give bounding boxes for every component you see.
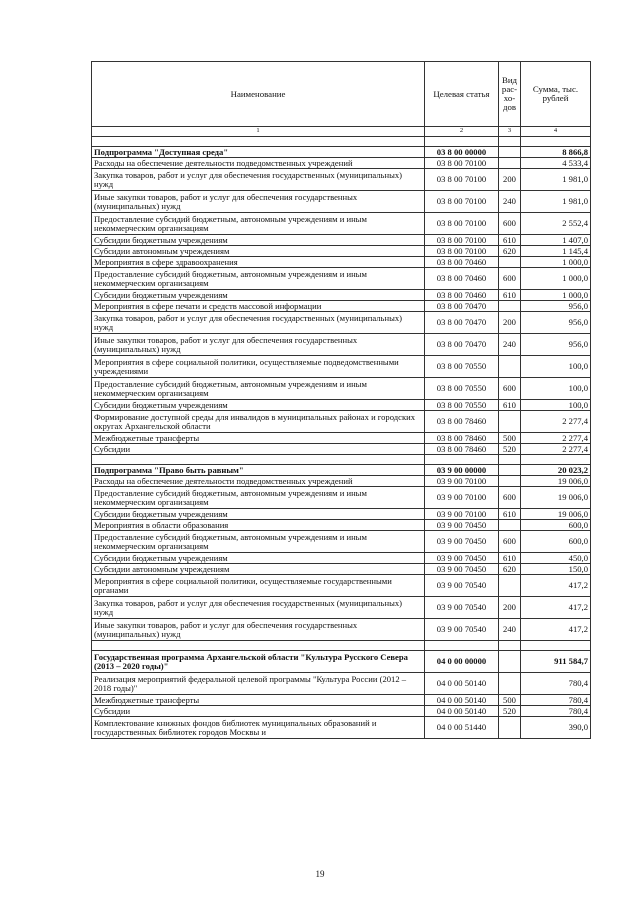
header-code: Целевая статья [425,62,499,127]
row-name: Комплектование книжных фондов библиотек муниципальных образований и государственных библиотек городов Москвы и [92,717,425,739]
empty-cell [92,137,425,147]
row-kind: 200 [499,597,521,619]
row-kind: 520 [499,706,521,717]
row-name: Расходы на обеспечение деятельности подведомственных учреждений [92,158,425,169]
table-row [92,301,591,312]
row-sum: 390,0 [521,717,591,739]
row-sum: 100,0 [521,356,591,378]
row-kind: 500 [499,433,521,444]
row-kind: 240 [499,619,521,641]
section-total-row [92,465,591,476]
row-code: 03 8 00 70460 [425,257,499,268]
empty-cell [521,641,591,651]
row-sum: 417,2 [521,575,591,597]
row-name: Закупка товаров, работ и услуг для обеспечения государственных (муниципальных) нужд [92,597,425,619]
row-code: 03 8 00 78460 [425,444,499,455]
table-row [92,246,591,257]
row-name: Расходы на обеспечение деятельности подведомственных учреждений [92,476,425,487]
row-name: Мероприятия в сфере социальной политики, осуществляемые подведомственными учреждениями [92,356,425,378]
row-name: Предоставление субсидий бюджетным, автономным учреждениям и иным некоммерческим организациям [92,487,425,509]
empty-cell [499,641,521,651]
row-code: 03 9 00 70540 [425,597,499,619]
row-sum: 100,0 [521,400,591,411]
section-total-row [92,147,591,158]
row-sum: 2 277,4 [521,411,591,433]
row-sum: 1 981,0 [521,191,591,213]
row-sum: 1 145,4 [521,246,591,257]
row-kind: 610 [499,290,521,301]
row-kind: 600 [499,487,521,509]
row-sum: 1 000,0 [521,257,591,268]
column-number: 1 [92,127,425,137]
row-kind: 610 [499,400,521,411]
row-sum: 417,2 [521,619,591,641]
table-row [92,564,591,575]
table-row [92,531,591,553]
table-row [92,706,591,717]
row-name: Мероприятия в сфере здравоохранения [92,257,425,268]
table-row [92,169,591,191]
row-name: Формирование доступной среды для инвалидов в муниципальных районах и городских округах Архангельской области [92,411,425,433]
table-row [92,411,591,433]
row-name: Подпрограмма "Доступная среда" [92,147,425,158]
row-name: Межбюджетные трансферты [92,433,425,444]
row-code: 03 9 00 70100 [425,476,499,487]
table-row [92,597,591,619]
row-sum: 2 552,4 [521,213,591,235]
row-name: Субсидии автономным учреждениям [92,246,425,257]
row-name: Субсидии бюджетным учреждениям [92,553,425,564]
page-number: 19 [315,869,325,879]
table-row [92,509,591,520]
row-code: 03 8 00 70100 [425,246,499,257]
row-name: Субсидии бюджетным учреждениям [92,509,425,520]
row-name: Иные закупки товаров, работ и услуг для обеспечения государственных (муниципальных) нужд [92,191,425,213]
row-name: Подпрограмма "Право быть равным" [92,465,425,476]
row-sum: 1 981,0 [521,169,591,191]
row-code: 03 9 00 70100 [425,509,499,520]
row-name: Субсидии [92,444,425,455]
row-code: 03 8 00 70100 [425,235,499,246]
row-code: 04 0 00 50140 [425,673,499,695]
row-code: 03 8 00 00000 [425,147,499,158]
row-name: Иные закупки товаров, работ и услуг для обеспечения государственных (муниципальных) нужд [92,619,425,641]
row-kind [499,575,521,597]
spacer-row [92,455,591,465]
table-row [92,290,591,301]
table-row [92,268,591,290]
row-kind: 620 [499,246,521,257]
row-code: 03 8 00 70100 [425,191,499,213]
row-kind: 240 [499,191,521,213]
row-kind: 600 [499,213,521,235]
table-row [92,356,591,378]
row-sum: 19 006,0 [521,509,591,520]
row-sum: 1 000,0 [521,268,591,290]
row-name: Субсидии [92,706,425,717]
spacer-row [92,641,591,651]
row-kind: 610 [499,553,521,564]
row-sum: 100,0 [521,378,591,400]
row-sum: 780,4 [521,706,591,717]
row-code: 03 9 00 70450 [425,520,499,531]
row-sum: 956,0 [521,301,591,312]
row-sum: 2 277,4 [521,444,591,455]
row-code: 03 8 00 70460 [425,268,499,290]
row-kind: 200 [499,312,521,334]
row-code: 03 8 00 70470 [425,312,499,334]
row-code: 03 9 00 70450 [425,564,499,575]
row-name: Субсидии автономным учреждениям [92,564,425,575]
table-row [92,235,591,246]
column-number-row [92,127,591,137]
row-name: Закупка товаров, работ и услуг для обеспечения государственных (муниципальных) нужд [92,169,425,191]
table-row [92,213,591,235]
row-kind: 240 [499,334,521,356]
row-sum: 19 006,0 [521,476,591,487]
row-code: 03 9 00 70540 [425,619,499,641]
header-name: Наименование [92,62,425,127]
table-body [92,137,591,739]
row-sum: 450,0 [521,553,591,564]
row-name: Межбюджетные трансферты [92,695,425,706]
empty-cell [499,137,521,147]
row-sum: 780,4 [521,695,591,706]
column-number: 4 [521,127,591,137]
row-code: 03 9 00 70540 [425,575,499,597]
empty-cell [425,455,499,465]
row-kind [499,356,521,378]
empty-cell [425,137,499,147]
empty-cell [92,641,425,651]
empty-cell [521,137,591,147]
row-sum: 8 866,8 [521,147,591,158]
row-name: Предоставление субсидий бюджетным, автономным учреждениям и иным некоммерческим организациям [92,378,425,400]
row-name: Субсидии бюджетным учреждениям [92,400,425,411]
row-kind: 200 [499,169,521,191]
table-row [92,619,591,641]
row-sum: 4 533,4 [521,158,591,169]
row-kind [499,147,521,158]
table-row [92,487,591,509]
row-kind: 520 [499,444,521,455]
row-code: 03 8 00 70470 [425,334,499,356]
row-sum: 19 006,0 [521,487,591,509]
row-code: 03 9 00 70100 [425,487,499,509]
spacer-row [92,137,591,147]
table-row [92,520,591,531]
row-name: Предоставление субсидий бюджетным, автономным учреждениям и иным некоммерческим организациям [92,213,425,235]
table-row [92,378,591,400]
row-sum: 600,0 [521,531,591,553]
table-row [92,312,591,334]
row-name: Реализация мероприятий федеральной целевой программы "Культура России (2012 – 2018 годы)" [92,673,425,695]
section-total-row [92,651,591,673]
row-name: Субсидии бюджетным учреждениям [92,290,425,301]
table-row [92,717,591,739]
row-kind [499,520,521,531]
row-code: 03 8 00 78460 [425,411,499,433]
row-name: Государственная программа Архангельской области "Культура Русского Севера (2013 – 2020 годы)" [92,651,425,673]
row-kind: 610 [499,509,521,520]
row-code: 03 8 00 70100 [425,213,499,235]
row-kind [499,717,521,739]
row-code: 03 8 00 78460 [425,433,499,444]
column-number: 2 [425,127,499,137]
row-code: 03 8 00 70550 [425,356,499,378]
row-code: 04 0 00 50140 [425,695,499,706]
column-number: 3 [499,127,521,137]
row-name: Субсидии бюджетным учреждениям [92,235,425,246]
table-header-row [92,62,591,127]
table-row [92,191,591,213]
row-kind: 600 [499,531,521,553]
table-row [92,476,591,487]
row-kind [499,651,521,673]
row-sum: 2 277,4 [521,433,591,444]
table-row [92,158,591,169]
row-code: 04 0 00 50140 [425,706,499,717]
row-sum: 956,0 [521,334,591,356]
row-sum: 780,4 [521,673,591,695]
row-kind [499,465,521,476]
row-code: 03 8 00 70100 [425,169,499,191]
row-sum: 1 000,0 [521,290,591,301]
row-kind: 500 [499,695,521,706]
row-kind: 600 [499,378,521,400]
table-row [92,553,591,564]
row-sum: 150,0 [521,564,591,575]
row-code: 03 9 00 00000 [425,465,499,476]
row-name: Мероприятия в сфере печати и средств массовой информации [92,301,425,312]
table-row [92,695,591,706]
row-kind [499,301,521,312]
row-kind: 620 [499,564,521,575]
row-name: Мероприятия в области образования [92,520,425,531]
row-name: Предоставление субсидий бюджетным, автономным учреждениям и иным некоммерческим организациям [92,531,425,553]
row-name: Закупка товаров, работ и услуг для обеспечения государственных (муниципальных) нужд [92,312,425,334]
table-row [92,433,591,444]
row-kind [499,411,521,433]
table-row [92,575,591,597]
row-name: Предоставление субсидий бюджетным, автономным учреждениям и иным некоммерческим организациям [92,268,425,290]
row-kind [499,673,521,695]
row-sum: 956,0 [521,312,591,334]
row-name: Мероприятия в сфере социальной политики, осуществляемые государственными органами [92,575,425,597]
table-row [92,400,591,411]
empty-cell [92,455,425,465]
empty-cell [499,455,521,465]
row-kind: 600 [499,268,521,290]
row-sum: 20 023,2 [521,465,591,476]
row-sum: 1 407,0 [521,235,591,246]
row-kind [499,158,521,169]
row-kind: 610 [499,235,521,246]
budget-table [91,61,591,739]
row-code: 04 0 00 51440 [425,717,499,739]
row-kind [499,476,521,487]
table-row [92,334,591,356]
row-name: Иные закупки товаров, работ и услуг для обеспечения государственных (муниципальных) нужд [92,334,425,356]
header-kind: Вид рас-хо-дов [499,62,521,127]
row-sum: 417,2 [521,597,591,619]
table-row [92,444,591,455]
row-kind [499,257,521,268]
header-sum: Сумма, тыс. рублей [521,62,591,127]
row-code: 03 8 00 70550 [425,378,499,400]
row-code: 03 8 00 70100 [425,158,499,169]
row-code: 03 8 00 70460 [425,290,499,301]
row-code: 04 0 00 00000 [425,651,499,673]
row-code: 03 8 00 70550 [425,400,499,411]
empty-cell [521,455,591,465]
table-row [92,257,591,268]
row-sum: 600,0 [521,520,591,531]
row-code: 03 8 00 70470 [425,301,499,312]
row-code: 03 9 00 70450 [425,531,499,553]
row-sum: 911 584,7 [521,651,591,673]
row-code: 03 9 00 70450 [425,553,499,564]
table-row [92,673,591,695]
empty-cell [425,641,499,651]
